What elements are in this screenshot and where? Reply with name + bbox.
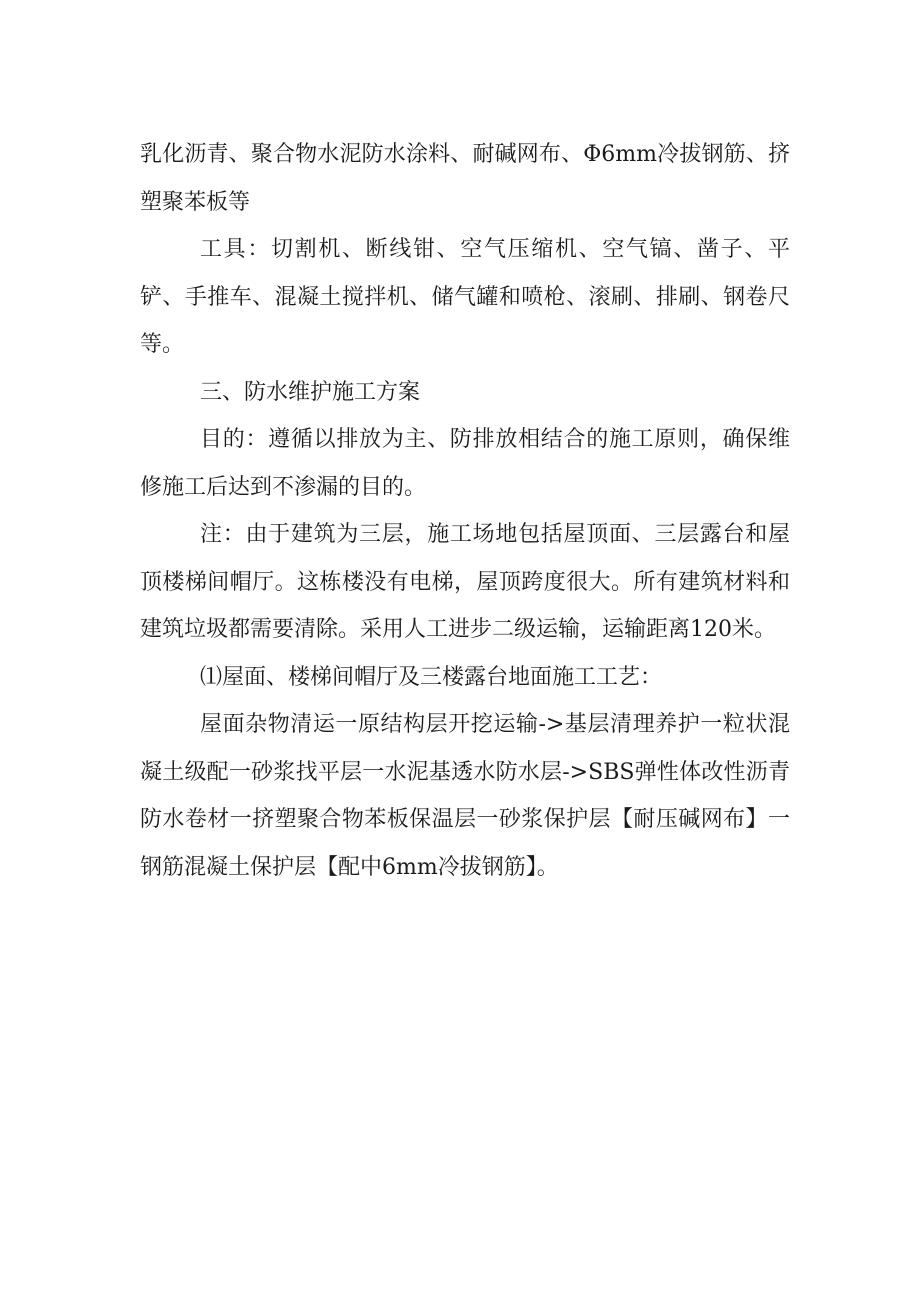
note-paragraph: 注：由于建筑为三层，施工场地包括屋顶面、三层露台和屋顶楼梯间帽厅。这栋楼没有电梯，屋顶跨度很大。所有建筑材料和建筑垃圾都需要清除。采用人工进步二级运输，运输距离120米。: [140, 522, 790, 642]
process-subheading: ⑴屋面、楼梯间帽厅及三楼露台地面施工工艺：: [200, 664, 663, 690]
tools-paragraph: 工具：切割机、断线钳、空气压缩机、空气镐、凿子、平铲、手推车、混凝土搅拌机、储气罐和喷枪、滚刷、排刷、钢卷尺等。: [140, 237, 790, 357]
purpose-paragraph: 目的：遵循以排放为主、防排放相结合的施工原则，确保维修施工后达到不渗漏的目的。: [140, 427, 790, 500]
process-steps-paragraph: 屋面杂物清运一原结构层开挖运输->基层清理养护一粒状混凝土级配一砂浆找平层一水泥基透水防水层->SBS弹性体改性沥青防水卷材一挤塑聚合物苯板保温层一砂浆保护层【耐压碱网布】一钢筋混凝土保护层【配中6mm冷拔钢筋】。: [140, 712, 790, 880]
materials-continuation-paragraph: 乳化沥青、聚合物水泥防水涂料、耐碱网布、Φ6mm冷拔钢筋、挤塑聚苯板等: [140, 142, 790, 215]
document-body: [140, 131, 790, 891]
section-heading: 三、防水维护施工方案: [200, 379, 421, 405]
